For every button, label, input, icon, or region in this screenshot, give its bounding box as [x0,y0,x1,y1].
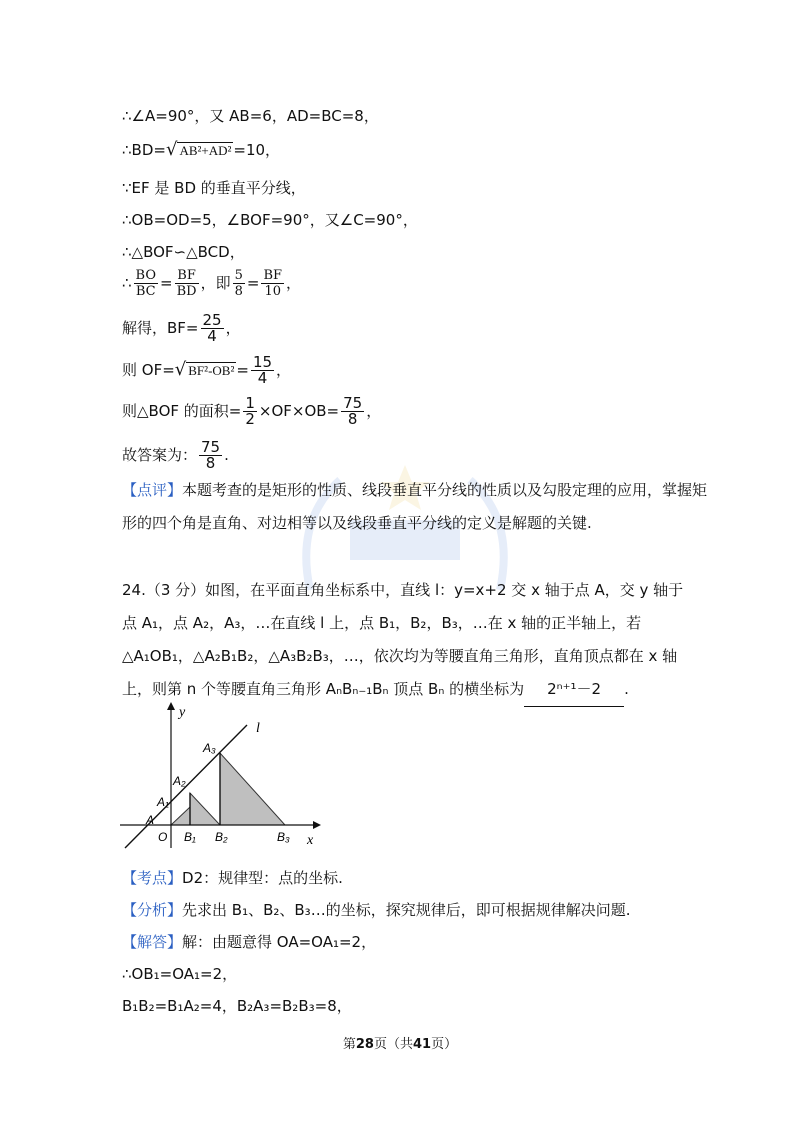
label-A: A [146,813,155,827]
jieda-tag: 【解答】 [122,933,183,951]
question-text: 如图，在平面直角坐标系中，直线 l：y=x+2 交 x 轴于点 A，交 y 轴于点 A₁，点 A₂，A₃，…在直线 l 上，点 B₁，B₂，B₃，…在 x 轴的正半轴上，若△A₁OB₁，△A₂B₁B₂，△A₃B₂B₃，…，依次均为等腰直角三角形，直角顶点都在 x 轴上，则第 n 个等腰直角三角形 AₙBₙ₋₁Bₙ 顶点 Bₙ 的横坐标为 [122,581,684,698]
text: . [624,680,629,698]
text: ∴BD= [122,141,166,159]
solution-line-4: ∴OB=OD=5，∠BOF=90°，又∠C=90°， [122,211,418,229]
question-24 [122,574,692,707]
label-A1: A₁ [157,795,169,809]
solution-line-5: ∴△BOF∽△BCD， [122,243,245,261]
answer-blank: 2ⁿ⁺¹－2 [524,673,624,707]
fraction: $\frac{BF}{BD}$ [176,268,197,299]
triangle-3 [220,753,285,825]
kaodian-text: D2：规律型：点的坐标. [182,869,343,887]
comment-tag: 【点评】 [122,481,183,499]
text: 页（共 [373,1037,413,1052]
text: 故答案为： [122,446,198,464]
label-A2: A₂ [173,774,186,788]
text: ， [366,402,382,420]
solution-line-7 [122,313,241,344]
x-axis-arrow [313,821,321,829]
solution-line-10 [122,440,229,471]
fenxi-line [122,900,630,920]
triangle-2 [190,793,220,825]
text: ， [286,274,302,292]
kaodian-line [122,868,343,888]
text: = [160,274,173,292]
text: = [246,274,260,292]
comment-paragraph [96,474,708,540]
solution-line-9 [122,396,381,427]
fraction: $\frac{25}{4}$ [202,311,222,345]
label-x: x [307,833,314,848]
text: 则△BOF 的面积= [122,402,242,420]
solution-line-3: ∵EF 是 BD 的垂直平分线， [122,179,306,197]
page-footer [0,1033,800,1052]
fraction: $\frac{BF}{10}$ [263,268,283,299]
label-B3: B₃ [277,830,290,844]
solution-line-8 [122,355,291,386]
label-B2: B₂ [215,830,228,844]
label-O: O [158,830,168,844]
text: = [236,361,249,379]
fraction: $\frac{75}{8}$ [343,394,363,428]
label-B1: B₁ [184,830,196,844]
fraction: $\frac{75}{8}$ [201,438,221,472]
tail-line-1: ∴OB₁=OA₁=2， [122,965,238,983]
fraction: $\frac{BO}{BC}$ [135,268,156,299]
label-A3: A₃ [203,741,216,755]
text: 第 [342,1037,356,1052]
label-l: l [256,721,260,736]
text: 解得，BF= [122,319,199,337]
jieda-text: 解：由题意得 OA=OA₁=2， [182,933,377,951]
text: =10， [233,141,281,159]
text: ×OF×OB= [258,402,340,420]
page-total: 41 [413,1037,432,1052]
fraction: $\frac{15}{4}$ [252,353,273,387]
fraction: $\frac{5}{8}$ [234,268,243,299]
radicand: AB²+AD² [179,143,232,158]
tail-line-2: B₁B₂=B₁A₂=4，B₂A₃=B₂B₃=8， [122,997,352,1015]
fenxi-text: 先求出 B₁、B₂、B₃…的坐标，探究规律后，即可根据规律解决问题. [182,901,631,919]
fraction: $\frac{1}{2}$ [245,394,255,428]
solution-line-2 [122,140,280,161]
page-number: 28 [355,1037,374,1052]
text: ， [225,319,241,337]
label-y: y [179,705,186,720]
sqrt-expression: √ BF²-OB² [174,359,235,380]
radicand: BF²-OB² [188,363,235,378]
triangle-1 [171,807,190,825]
solution-line-1: ∴∠A=90°，又 AB=6，AD=BC=8， [122,107,379,125]
solution-line-6 [122,268,301,299]
text: ∴ [122,274,132,292]
text: . [224,446,229,464]
text: ， [276,361,292,379]
question-number: 24.（3 分） [122,581,206,599]
text: ，即 [200,274,231,292]
text: 则 OF= [122,361,175,379]
y-axis-arrow [167,702,175,710]
sqrt-expression: √ AB²+AD² [165,139,232,160]
text: 页） [431,1037,458,1052]
comment-text: 本题考查的是矩形的性质、线段垂直平分线的性质以及勾股定理的应用，掌握矩形的四个角是直角、对边相等以及线段垂直平分线的定义是解题的关键. [122,481,708,532]
fenxi-tag: 【分析】 [122,901,183,919]
kaodian-tag: 【考点】 [122,869,183,887]
jieda-line [122,932,376,952]
coordinate-figure [115,700,330,850]
